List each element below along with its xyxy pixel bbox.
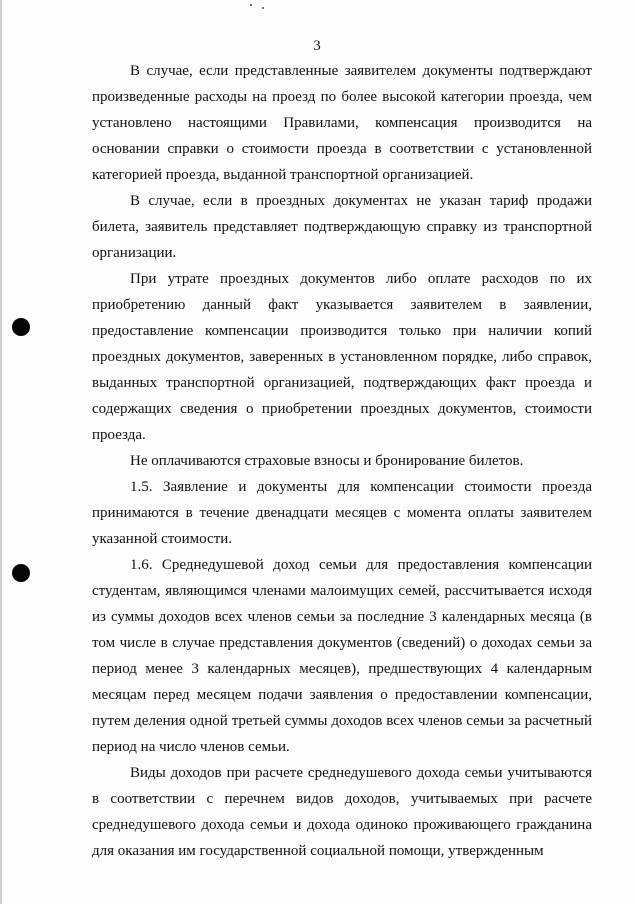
punch-hole	[12, 318, 30, 336]
paragraph: 1.5. Заявление и документы для компенсации стоимости проезда принимаются в течение двенадцати месяцев с момента оплаты заявителем указанной стоимости.	[92, 479, 592, 547]
paragraph: В случае, если представленные заявителем документы подтверждают произведенные расходы на проезд по более высокой категории проезда, чем установлено настоящими Правилами, компенсация производится на основании справки о стоимости проезда в соответствии с установленной категорией проезда, выданной транспортной организацией.	[92, 63, 592, 183]
body-text	[92, 58, 592, 864]
scan-speck	[250, 4, 252, 6]
paragraph: Не оплачиваются страховые взносы и бронирование билетов.	[130, 453, 524, 469]
page-number: 3	[313, 38, 321, 54]
paragraph: В случае, если в проездных документах не указан тариф продажи билета, заявитель представляет подтверждающую справку из транспортной организации.	[92, 193, 592, 261]
paragraph: 1.6. Среднедушевой доход семьи для предоставления компенсации студентам, являющимся членами малоимущих семей, рассчитывается исходя из суммы доходов всех членов семьи за последние 3 календарных месяца (в том числе в случае представления документов (сведений) о доходах семьи за период менее 3 календарных месяцев), предшествующих 4 календарным месяцам перед месяцем подачи заявления о предоставлении компенсации, путем деления одной третьей суммы доходов всех членов семьи за расчетный период на число членов семьи.	[92, 557, 592, 755]
paragraph: При утрате проездных документов либо оплате расходов по их приобретению данный факт указывается заявителем в заявлении, предоставление компенсации производится только при наличии копий проездных документов, заверенных в установленном порядке, либо справок, выданных транспортной организацией, подтверждающих факт проезда и содержащих сведения о приобретении проездных документов, стоимости проезда.	[92, 271, 592, 443]
page-edge	[0, 0, 2, 904]
punch-hole	[12, 564, 30, 582]
scan-speck	[262, 7, 264, 9]
paragraph: Виды доходов при расчете среднедушевого дохода семьи учитываются в соответствии с перечнем видов доходов, учитываемых при расчете среднедушевого дохода семьи и дохода одиноко проживающего гражданина для оказания им государственной социальной помощи, утвержденным	[92, 765, 592, 859]
